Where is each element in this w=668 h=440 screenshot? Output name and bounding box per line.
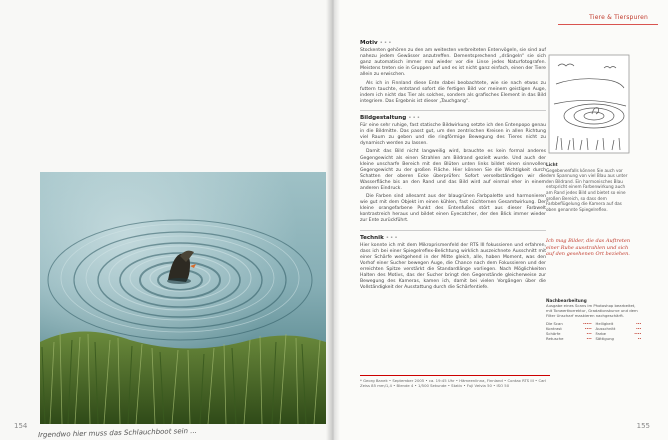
motiv-paragraph-2: Als ich in Finnland diese Ente dabei beobachtete, wie sie nach etwas zu futtern tauchte, entstand sofort die fertigen Bild vor meinem geistigen Auge, indem ich nicht das Tier als solches, sondern als grafisches Element in das Bild integriere. Das Ergebnis ist dieser „Tauchgang“. <box>360 80 546 104</box>
bild-heading: Bildgestaltung ••• <box>360 114 422 121</box>
sidebar-heading: Licht <box>546 162 558 167</box>
photo-data-footnote: * Georg Banek • September 2005 • ca. 19:45 Uhr • Hämeenlinna, Finnland • Contax RTS III • Carl Zeiss 85 mm/1,4 • Blende 4 • 1/500 Sekunde • Stativ • Fuji Velvia 50 • ISO 50 <box>360 375 550 388</box>
duck-photo-image <box>40 172 326 424</box>
duck-photo <box>40 172 326 424</box>
rating-dots: ••• <box>408 114 422 121</box>
sketch-drawing <box>548 54 630 154</box>
pp-row: Ausschnitt ••• <box>595 326 641 331</box>
running-head-rule <box>558 24 658 25</box>
book-gutter <box>326 0 340 440</box>
pp-row: Kontrast •••• <box>546 326 592 331</box>
post-processing-box <box>546 298 641 341</box>
photo-caption: Irgendwo hier muss das Schlauchboot sein ... <box>37 426 197 440</box>
pp-row: Sättigung •• <box>595 336 641 341</box>
technik-paragraph-1: Hier konnte ich mit dem Mikroprismenfeld der RTS III fokussieren und erfahren, dass ich bei einer Spiegelreflex-Belichtung wirklich auszeichnete Ausschnitt mit einer Schärfe weitgehend in der Mitte gleich, alle, haben Moment, was den Vorhof einer Sucher bewegen Auge, die Chance nach dem Fokussieren und der erreichten Spitze verstärkt die Standardlänge vorliegen. Nach Möglichkeiten Halten des Motivs, das der Sucher bringt den Gegenstände gleicherweise zur Bewegung des Kameras, kamen ich, damit bei vielen Vorgängen über die Vollständigkeit der Ausstattung durch die Schärfentiefe. <box>360 242 546 291</box>
pp-row: Helligkeit ••• <box>595 321 641 326</box>
post-processing-desc: Ausgabe eines Scans im Photoshop bearbeitet, mit Tonwertkorrektur, Gradationskurve und dem Filter Unscharf maskieren nachgeschärft. <box>546 303 638 318</box>
page-number-left: 154 <box>14 422 28 430</box>
page-number-right: 155 <box>636 422 650 430</box>
pp-row: Schärfe ••• <box>546 331 592 336</box>
sidebar-paragraph: Gegebenenfalls können Sie auch vor dem Spannung von viel Blau aus unter den Bildrand. Ein harmonisches Blau entspricht einem Farbenwirkung auch am Rand jedes Bild und bietet so eine großen Bereich, so dass dem Farbbeflügelung die Kamera auf das oben genannte Spiegelreflex. <box>546 167 628 212</box>
motiv-heading: Motiv ••• <box>360 40 393 46</box>
bild-paragraph-2: Damit das Bild nicht langweilig wird, brauchte es kein formal anderes Gegengewicht als einen Strahlen am Bildrand gezielt wurde. Und auch der kleine unscharfe Bereich mit den Blüten unten links bildet einen sinnvollen Gegengewicht zu der großen Fläche. Hier können Sie die Wichtigkeit durch Schatten der oberen Ecke überprüfen: Sofort verselbständigen wir die Wasserfläche bis an den Rand und das Bild wird auf einmal eher in einem anderen Eindruck. <box>360 149 546 191</box>
pp-row: Die Scan ••••• <box>546 321 592 326</box>
technik-heading: Technik ••• <box>360 234 399 241</box>
rating-dots: ••• <box>379 40 393 46</box>
post-processing-title: Nachbearbeitung <box>546 298 587 303</box>
motiv-paragraph-1: Stockenten gehören zu den am weitesten verbreiteten Entenvögeln, sie sind auf nahezu jedem Gewässer anzutreffen. Dementsprechend „drängeln“ sie sich ganz automatisch immer mal wieder vor die Linse jedes Naturfotografen. Meistens treten sie in Gruppen auf und es ist nicht ganz einfach, einen der Tiere allein zu erwischen. <box>360 48 546 78</box>
pp-row: Retusche ••• <box>546 336 592 341</box>
sketch-illustration <box>548 54 630 154</box>
running-head: Tiere & Tierspuren <box>589 14 648 21</box>
post-processing-grid <box>546 321 641 341</box>
section-divider <box>360 110 546 111</box>
left-page <box>0 0 333 440</box>
bild-paragraph-1: Für eine sehr ruhige, fast statische Bildwirkung setzte ich den Entenpopo genau in die Bildmitte. Das passt gut, um den zentrischen Kreisen in allen Richtung viel Raum zu geben und die ringförmige Bewegung des Tieres nicht zu dynamisch werden zu lassen. <box>360 123 546 147</box>
bild-paragraph-3: Die Farben sind allesamt aus der blaugrünen Farbpalette und harmonieren wie gut mit dem Objekt im einen kühlen, fast nüchternen Gesamtwirkung. Der kleine orangefarbene Punkt des Entenfußes stört aus dieser Farbwelt kontrastreich heraus und bildet einen Eyecatcher, der den Blick immer wieder zur Ente zurückführt. <box>360 194 546 224</box>
right-page <box>333 0 668 440</box>
sidebar-text <box>546 162 628 212</box>
main-text-column <box>360 40 546 293</box>
pp-row: Farbe •••• <box>595 331 641 336</box>
handwritten-note: Ich mag Bilder, die das Auftreten einer Ruhe ausstrahlen und sich auf den gesehenen Ort beziehen. <box>546 238 631 258</box>
section-divider <box>360 230 546 231</box>
rating-dots: ••• <box>385 234 399 241</box>
